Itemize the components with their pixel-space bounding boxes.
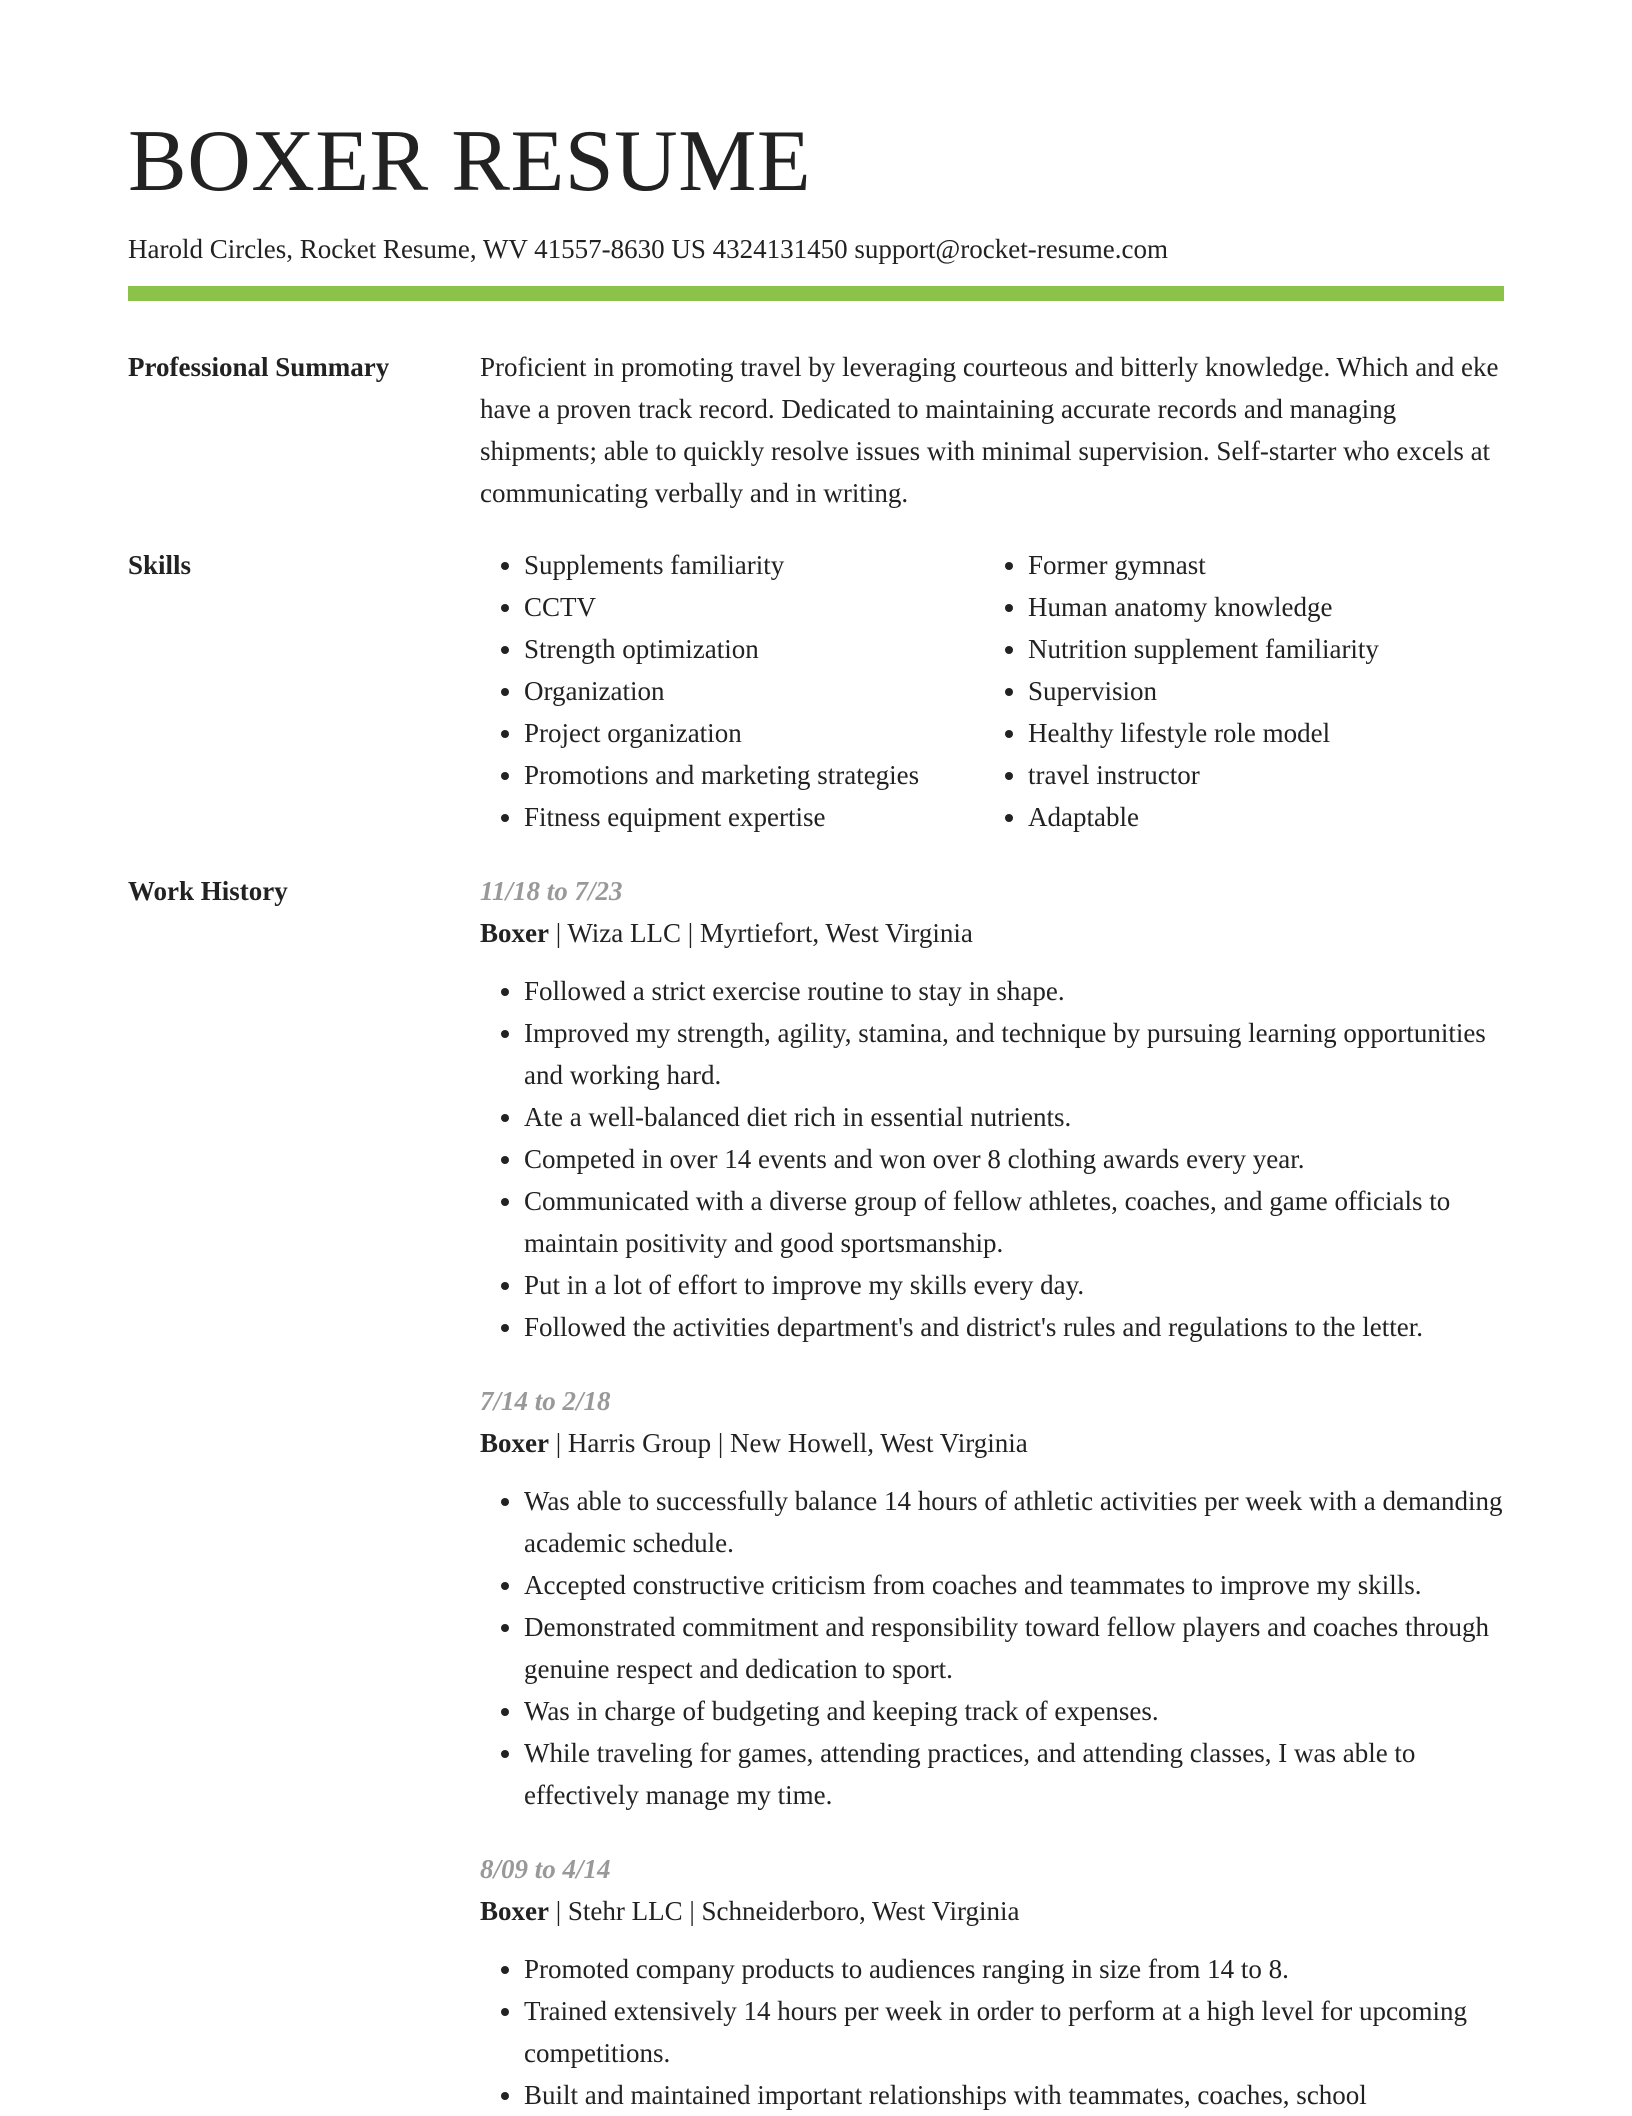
job-details: | Harris Group | New Howell, West Virginia: [548, 1428, 1028, 1458]
job-title-line: [480, 1890, 1504, 1932]
skill-item: • Nutrition supplement familiarity: [1028, 628, 1488, 670]
job-details: | Stehr LLC | Schneiderboro, West Virginia: [548, 1896, 1020, 1926]
job-bullet: • While traveling for games, attending practices, and attending classes, I was able to effectively manage my time.: [524, 1732, 1504, 1816]
job-bullet: • Demonstrated commitment and responsibility toward fellow players and coaches through genuine respect and dedication to sport.: [524, 1606, 1504, 1690]
skill-item: • CCTV: [524, 586, 984, 628]
skill-item: • Human anatomy knowledge: [1028, 586, 1488, 628]
job-title-line: [480, 1422, 1504, 1464]
job-bullet: • Was in charge of budgeting and keeping track of expenses.: [524, 1690, 1504, 1732]
summary-body: [480, 346, 1504, 514]
work-history-body: [480, 870, 1504, 2116]
job-bullet: • Put in a lot of effort to improve my skills every day.: [524, 1264, 1504, 1306]
skill-item: • Organization: [524, 670, 984, 712]
job-title: Boxer: [480, 1896, 549, 1926]
resume-name: BOXER RESUME: [128, 113, 812, 210]
skill-item: • Healthy lifestyle role model: [1028, 712, 1488, 754]
job-dates: 7/14 to 2/18: [480, 1386, 611, 1416]
job-bullet: • Competed in over 14 events and won over 8 clothing awards every year.: [524, 1138, 1504, 1180]
skills-columns: [480, 544, 1504, 838]
work-history-label: Work History: [128, 876, 288, 906]
job-entry: [480, 1848, 1504, 2116]
skill-item: • Supervision: [1028, 670, 1488, 712]
job-title: Boxer: [480, 1428, 549, 1458]
contact-line: Harold Circles, Rocket Resume, WV 41557-8630 US 4324131450 support@rocket-resume.com: [128, 234, 1168, 264]
job-bullet: • Ate a well-balanced diet rich in essential nutrients.: [524, 1096, 1504, 1138]
skill-item: • Strength optimization: [524, 628, 984, 670]
job-dates: 11/18 to 7/23: [480, 876, 623, 906]
job-entry: [480, 1380, 1504, 1816]
skill-item: • Project organization: [524, 712, 984, 754]
job-bullet: • Followed the activities department's and district's rules and regulations to the letter.: [524, 1306, 1504, 1348]
job-title-line: [480, 912, 1504, 954]
summary-text: Proficient in promoting travel by leveraging courteous and bitterly knowledge. Which and eke have a proven track record. Dedicated to maintaining accurate records and managing shipments; able to quickly resolve issues with minimal supervision. Self-starter who excels at communicating verbally and in writing.: [480, 352, 1499, 508]
job-bullet: • Followed a strict exercise routine to stay in shape.: [524, 970, 1504, 1012]
job-bullets: [480, 1480, 1504, 1816]
job-title: Boxer: [480, 918, 549, 948]
job-bullet: • Was able to successfully balance 14 hours of athletic activities per week with a demanding academic schedule.: [524, 1480, 1504, 1564]
job-bullet: • Accepted constructive criticism from coaches and teammates to improve my skills.: [524, 1564, 1504, 1606]
skill-item: • Supplements familiarity: [524, 544, 984, 586]
job-bullet: • Trained extensively 14 hours per week in order to perform at a high level for upcoming competitions.: [524, 1990, 1504, 2074]
skill-item: • Fitness equipment expertise: [524, 796, 984, 838]
skill-item: • travel instructor: [1028, 754, 1488, 796]
job-bullet: • Built and maintained important relationships with teammates, coaches, school: [524, 2074, 1504, 2116]
skills-body: [480, 544, 1504, 838]
job-bullet: • Promoted company products to audiences ranging in size from 14 to 8.: [524, 1948, 1504, 1990]
job-dates: 8/09 to 4/14: [480, 1854, 611, 1884]
skills-column-1: [480, 544, 984, 838]
job-details: | Wiza LLC | Myrtiefort, West Virginia: [548, 918, 973, 948]
skills-label: Skills: [128, 550, 192, 580]
skill-item: • Promotions and marketing strategies: [524, 754, 984, 796]
job-bullet: • Improved my strength, agility, stamina, and technique by pursuing learning opportunities and working hard.: [524, 1012, 1504, 1096]
header-accent-rule: [128, 286, 1504, 301]
job-entry: [480, 870, 1504, 1348]
skills-column-2: [984, 544, 1488, 838]
summary-label: Professional Summary: [128, 352, 390, 382]
skill-item: • Adaptable: [1028, 796, 1488, 838]
skill-item: • Former gymnast: [1028, 544, 1488, 586]
job-bullet: • Communicated with a diverse group of fellow athletes, coaches, and game officials to maintain positivity and good sportsmanship.: [524, 1180, 1504, 1264]
job-bullets: [480, 1948, 1504, 2116]
job-bullets: [480, 970, 1504, 1348]
